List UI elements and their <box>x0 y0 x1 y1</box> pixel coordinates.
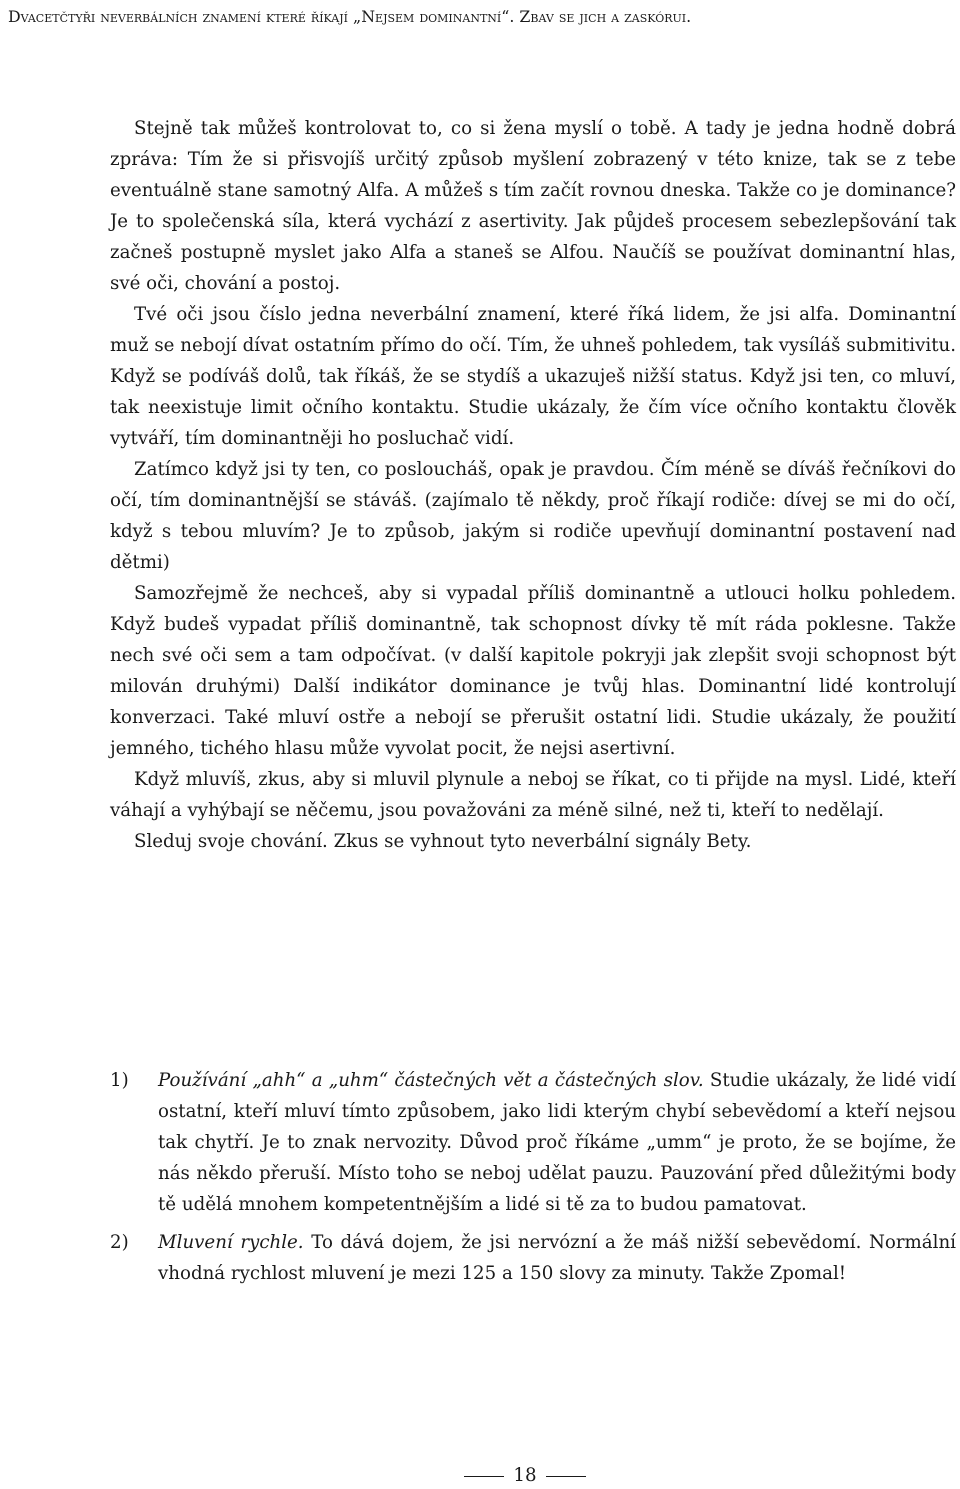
numbered-list <box>110 1065 956 1289</box>
list-item-title: Mluvení rychle. <box>158 1232 304 1253</box>
list-item-text: To dává dojem, že jsi nervózní a že máš nižší sebevědomí. Normální vhodná rychlost mluvení je mezi 125 a 150 slovy za minuty. Takže Zpomal! <box>158 1232 956 1284</box>
list-item <box>110 1065 956 1220</box>
paragraph: Sleduj svoje chování. Zkus se vyhnout tyto neverbální signály Bety. <box>134 831 752 852</box>
footer-rule-left <box>464 1476 504 1477</box>
list-item-text: Studie ukázaly, že lidé vidí ostatní, kteří mluví tímto způsobem, jako lidi kterým chybí sebevědomí a kteří nejsou tak chytří. Je to znak nervozity. Důvod proč říkáme „umm“ je proto, že se bojíme, že nás někdo přeruší. Místo toho se neboj udělat pauzu. Pauzování před důležitými body tě udělá mnohem kompetentnějším a lidé si tě za to budou pamatovat. <box>158 1070 956 1215</box>
page-footer <box>0 1463 960 1489</box>
footer-rule-right <box>546 1476 586 1477</box>
list-number: 2) <box>110 1232 129 1253</box>
paragraph: Když mluvíš, zkus, aby si mluvil plynule a neboj se říkat, co ti přijde na mysl. Lidé, kteří váhají a vyhýbají se něčemu, jsou považováni za méně silné, než ti, kteří to nedělají. <box>110 769 956 821</box>
paragraph: Samozřejmě že nechceš, aby si vypadal příliš dominantně a utlouci holku pohledem. Když budeš vypadat příliš dominantně, tak schopnost dívky tě mít ráda poklesne. Takže nech své oči sem a tam odpočívat. (v další kapitole pokryji jak zlepšit svoji schopnost být milován druhými) Další indikátor dominance je tvůj hlas. Dominantní lidé kontrolují konverzaci. Také mluví ostře a nebojí se přerušit ostatní lidi. Studie ukázaly, že použití jemného, tichého hlasu může vyvolat pocit, že nejsi asertivní. <box>110 583 956 759</box>
paragraph: Tvé oči jsou číslo jedna neverbální znamení, které říká lidem, že jsi alfa. Dominantní muž se nebojí dívat ostatním přímo do očí. Tím, že uhneš pohledem, tak vysíláš submitivitu. Když se podíváš dolů, tak říkáš, že se stydíš a ukazuješ nižší status. Když jsi ten, co mluví, tak neexistuje limit očního kontaktu. Studie ukázaly, že čím více očního kontaktu člověk vytváří, tím dominantněji ho posluchač vidí. <box>110 304 956 449</box>
page-number: 18 <box>513 1465 537 1486</box>
list-number: 1) <box>110 1070 129 1091</box>
paragraph: Zatímco když jsi ty ten, co posloucháš, opak je pravdou. Čím méně se díváš řečníkovi do očí, tím dominantnější se stáváš. (zajímalo tě někdy, proč říkají rodiče: dívej se mi do očí, když s tebou mluvím? Je to způsob, jakým si rodiče upevňují dominantní postavení nad dětmi) <box>110 459 956 573</box>
list-item <box>110 1227 956 1289</box>
body-text <box>110 113 956 857</box>
running-header: Dvacetčtyři neverbálních znamení které říkají „Nejsem dominantní“. Zbav se jich a zaskórui. <box>8 7 692 26</box>
list-item-title: Používání „ahh“ a „uhm“ částečných vět a částečných slov. <box>158 1070 704 1091</box>
paragraph: Stejně tak můžeš kontrolovat to, co si žena myslí o tobě. A tady je jedna hodně dobrá zpráva: Tím že si přisvojíš určitý způsob myšlení zobrazený v této knize, tak se z tebe eventuálně stane samotný Alfa. A můžeš s tím začít rovnou dneska. Takže co je dominance? Je to společenská síla, která vychází z asertivity. Jak půjdeš procesem sebezlepšování tak začneš postupně myslet jako Alfa a staneš se Alfou. Naučíš se používat dominantní hlas, své oči, chování a postoj. <box>110 118 956 294</box>
